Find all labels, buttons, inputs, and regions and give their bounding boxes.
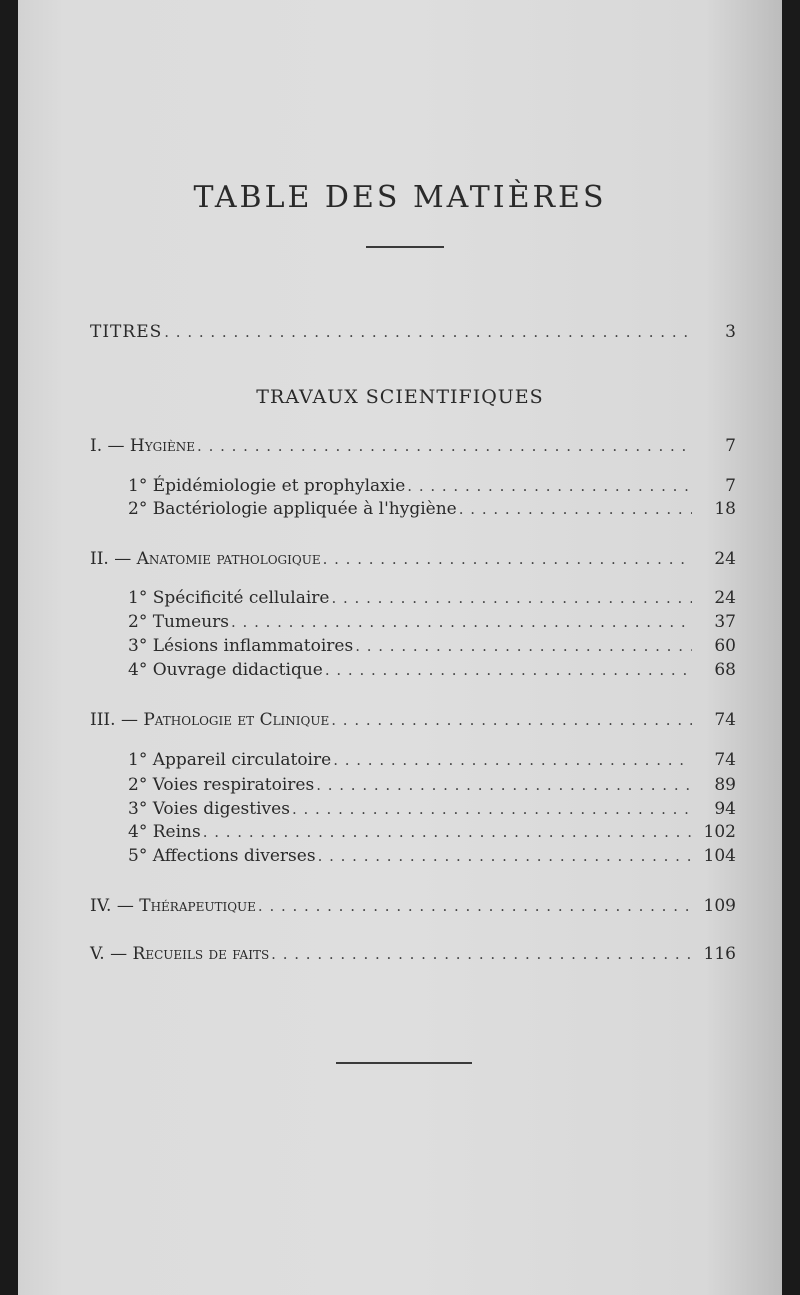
- toc-subentry-label: 1° Spécificité cellulaire: [128, 588, 330, 608]
- toc-subentry-label: 2° Tumeurs: [128, 612, 229, 632]
- toc-subentry-label: 3° Lésions inflammatoires: [128, 636, 354, 656]
- leader-dots: [292, 800, 692, 818]
- toc-subentry-page: 60: [714, 636, 736, 656]
- leader-dots: [164, 323, 692, 341]
- toc-subentry[interactable]: [18, 750, 782, 776]
- toc-subentry-page: 24: [714, 588, 736, 608]
- leader-dots: [459, 500, 692, 518]
- toc-subentry-label: 4° Reins: [128, 822, 201, 842]
- toc-subentry-page: 74: [714, 750, 736, 770]
- leader-dots: [323, 550, 692, 568]
- leader-dots: [333, 751, 692, 769]
- leader-dots: [355, 637, 692, 655]
- toc-section-pathologie[interactable]: [18, 710, 782, 736]
- toc-subentry[interactable]: [18, 588, 782, 614]
- toc-section-label: III. — Pathologie et Clinique: [90, 710, 330, 730]
- toc-section-label: I. — Hygiène: [90, 436, 196, 456]
- toc-section-therapeutique[interactable]: [18, 896, 782, 922]
- toc-section-page: 7: [725, 436, 736, 456]
- toc-subentry[interactable]: [18, 660, 782, 686]
- page-title: TABLE DES MATIÈRES: [193, 180, 607, 215]
- toc-subentry-page: 7: [725, 476, 736, 496]
- toc-subentry[interactable]: [18, 775, 782, 801]
- toc-section-label: V. — Recueils de faits: [90, 944, 270, 964]
- leader-dots: [325, 661, 692, 679]
- leader-dots: [331, 711, 692, 729]
- leader-dots: [203, 823, 692, 841]
- toc-subentry-page: 104: [703, 846, 736, 866]
- leader-dots: [231, 613, 692, 631]
- toc-entry-titres[interactable]: [18, 322, 782, 348]
- leader-dots: [407, 477, 692, 495]
- toc-subentry-page: 102: [703, 822, 736, 842]
- toc-subentry[interactable]: [18, 636, 782, 662]
- closing-rule: [336, 1062, 472, 1064]
- toc-subentry-page: 68: [714, 660, 736, 680]
- toc-section-label: IV. — Thérapeutique: [90, 896, 256, 916]
- section-heading: TRAVAUX SCIENTIFIQUES: [256, 386, 544, 408]
- toc-section-anatomie[interactable]: [18, 549, 782, 575]
- leader-dots: [197, 437, 692, 455]
- leader-dots: [331, 589, 692, 607]
- leader-dots: [316, 776, 692, 794]
- toc-subentry[interactable]: [18, 846, 782, 872]
- toc-section-hygiene[interactable]: [18, 436, 782, 462]
- toc-subentry-label: 3° Voies digestives: [128, 799, 290, 819]
- toc-subentry-label: 4° Ouvrage didactique: [128, 660, 323, 680]
- toc-subentry-label: 2° Voies respiratoires: [128, 775, 315, 795]
- toc-section-recueils[interactable]: [18, 944, 782, 970]
- toc-subentry-label: 2° Bactériologie appliquée à l'hygiène: [128, 499, 457, 519]
- toc-entry-page: 3: [725, 322, 736, 342]
- book-page: [18, 0, 782, 1295]
- toc-entry-label: TITRES: [90, 322, 163, 342]
- toc-subentry[interactable]: [18, 499, 782, 525]
- title-rule: [366, 246, 444, 248]
- toc-section-page: 24: [714, 549, 736, 569]
- toc-subentry-label: 5° Affections diverses: [128, 846, 316, 866]
- toc-section-label: II. — Anatomie pathologique: [90, 549, 321, 569]
- toc-subentry-page: 37: [714, 612, 736, 632]
- leader-dots: [258, 897, 692, 915]
- toc-subentry[interactable]: [18, 822, 782, 848]
- toc-subentry-page: 94: [714, 799, 736, 819]
- toc-section-page: 74: [714, 710, 736, 730]
- toc-section-page: 109: [703, 896, 736, 916]
- toc-subentry[interactable]: [18, 612, 782, 638]
- toc-subentry-page: 18: [714, 499, 736, 519]
- leader-dots: [271, 945, 692, 963]
- toc-subentry-label: 1° Appareil circulatoire: [128, 750, 332, 770]
- leader-dots: [318, 847, 692, 865]
- toc-subentry-page: 89: [714, 775, 736, 795]
- toc-section-page: 116: [703, 944, 736, 964]
- toc-subentry-label: 1° Épidémiologie et prophylaxie: [128, 476, 406, 496]
